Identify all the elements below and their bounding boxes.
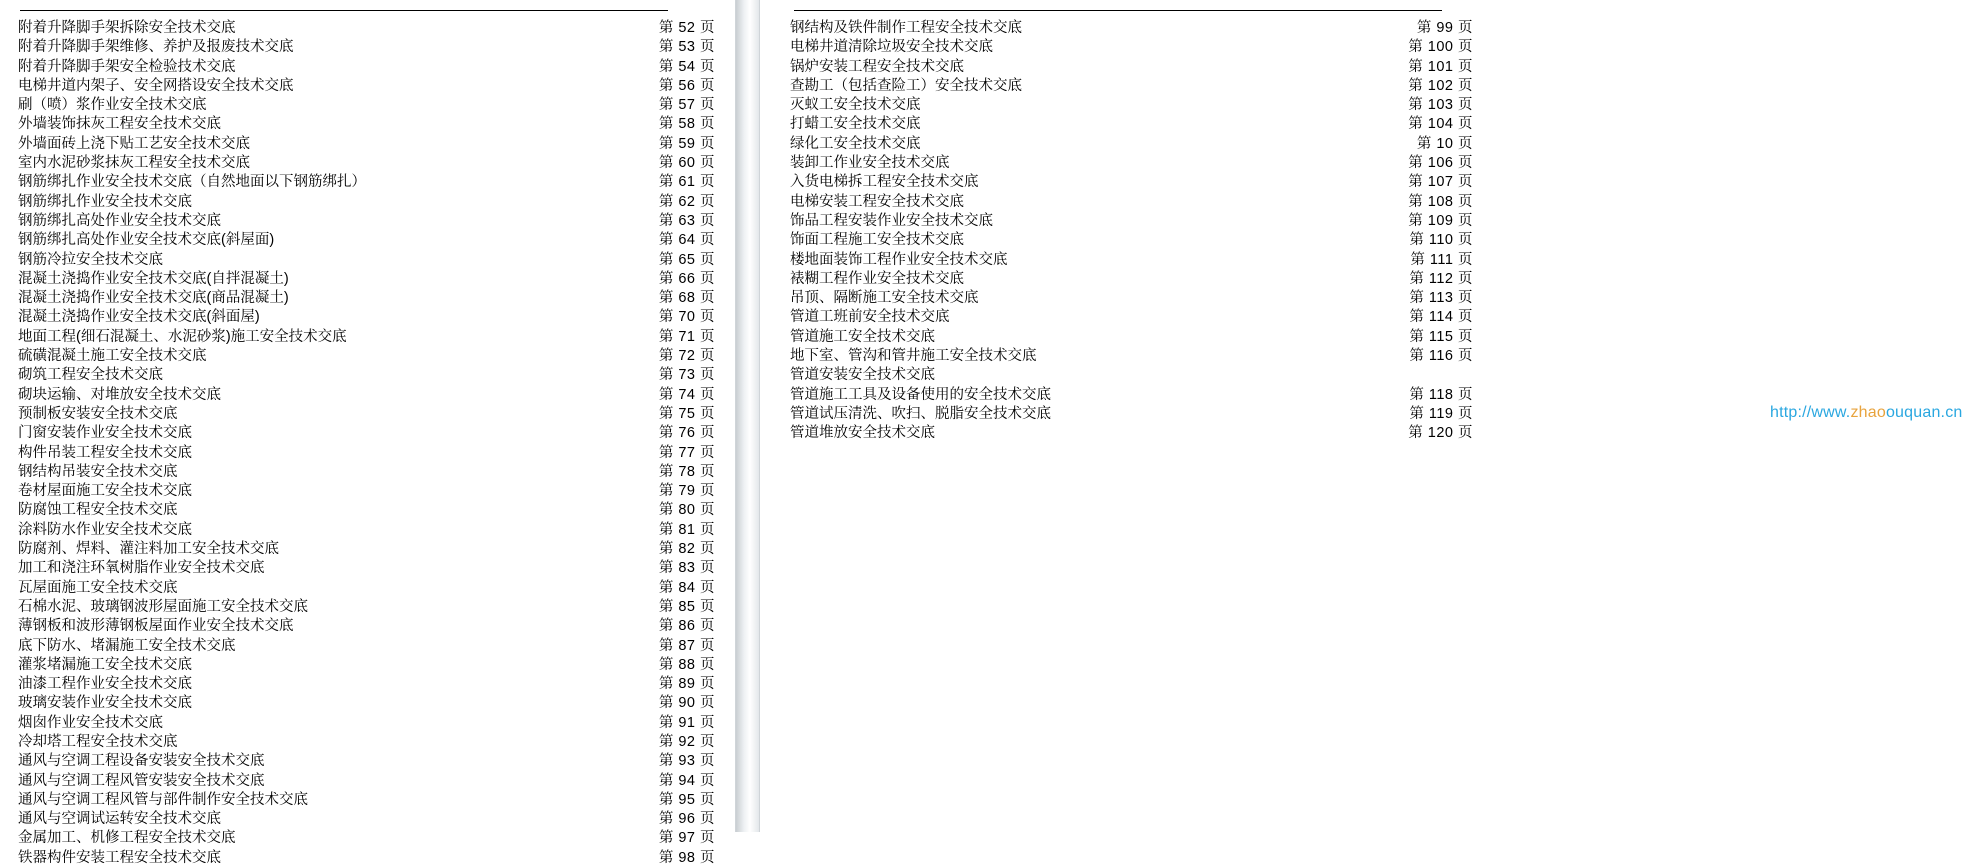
toc-entry-title: 钢筋绑扎作业安全技术交底 xyxy=(18,193,192,210)
toc-entry-page: 第 78 页 xyxy=(658,463,715,480)
toc-entry xyxy=(18,849,715,868)
toc-entry-page: 第 118 页 xyxy=(1409,386,1473,403)
toc-entry-title: 混凝土浇捣作业安全技术交底(自拌混凝土) xyxy=(18,270,289,287)
toc-entry-title: 钢筋冷拉安全技术交底 xyxy=(18,251,163,268)
toc-entry-page: 第 77 页 xyxy=(658,444,715,461)
toc-entry xyxy=(18,656,715,675)
toc-entry-title: 饰品工程安装作业安全技术交底 xyxy=(790,212,993,229)
toc-entry-page: 第 113 页 xyxy=(1409,290,1473,307)
toc-entry-page: 第 60 页 xyxy=(658,155,715,172)
toc-entry-title: 电梯安装工程安全技术交底 xyxy=(790,193,964,210)
toc-entry-title: 冷却塔工程安全技术交底 xyxy=(18,733,178,750)
toc-entry xyxy=(18,231,715,250)
toc-entry-title: 薄钢板和波形薄钢板屋面作业安全技术交底 xyxy=(18,618,294,635)
toc-entry xyxy=(18,328,715,347)
toc-entry xyxy=(18,366,715,385)
toc-entry-title: 吊顶、隔断施工安全技术交底 xyxy=(790,290,979,307)
toc-entry-page: 第 115 页 xyxy=(1409,328,1473,345)
toc-entry-page: 第 10 页 xyxy=(1416,135,1473,152)
toc-entry xyxy=(18,193,715,212)
toc-entry-title: 外墙面砖上浇下贴工艺安全技术交底 xyxy=(18,135,250,152)
toc-entry-title: 通风与空调工程设备安装安全技术交底 xyxy=(18,753,265,770)
toc-entry-title: 防腐剂、焊料、灌注料加工安全技术交底 xyxy=(18,541,279,558)
toc-entry-page: 第 111 页 xyxy=(1410,251,1473,268)
toc-entry xyxy=(18,521,715,540)
toc-entry xyxy=(18,772,715,791)
toc-entry xyxy=(790,38,1473,57)
toc-entry-title: 室内水泥砂浆抹灰工程安全技术交底 xyxy=(18,155,250,172)
toc-entry-title: 构件吊装工程安全技术交底 xyxy=(18,444,192,461)
toc-entry xyxy=(790,96,1473,115)
toc-entry-title: 管道工班前安全技术交底 xyxy=(790,309,950,326)
toc-entry-page: 第 100 页 xyxy=(1408,39,1473,56)
toc-entry xyxy=(790,135,1473,154)
toc-entry xyxy=(18,135,715,154)
toc-entry-page: 第 102 页 xyxy=(1408,77,1473,94)
toc-entry-title: 楼地面装饰工程作业安全技术交底 xyxy=(790,251,1008,268)
toc-entry-title: 烟囱作业安全技术交底 xyxy=(18,714,163,731)
toc-entry-title: 石棉水泥、玻璃钢波形屋面施工安全技术交底 xyxy=(18,598,308,615)
toc-entry xyxy=(790,193,1473,212)
toc-entry-page: 第 70 页 xyxy=(658,309,715,326)
toc-entry-page: 第 76 页 xyxy=(658,425,715,442)
toc-entry xyxy=(18,675,715,694)
toc-entry xyxy=(18,251,715,270)
toc-entry xyxy=(18,463,715,482)
toc-entry xyxy=(790,386,1473,405)
toc-entry-page: 第 104 页 xyxy=(1408,116,1473,133)
toc-entry xyxy=(18,96,715,115)
toc-entry xyxy=(18,579,715,598)
right-page-top-rule xyxy=(794,10,1442,11)
toc-entry-page: 第 88 页 xyxy=(658,656,715,673)
right-page xyxy=(760,0,1963,832)
toc-entry-title: 饰面工程施工安全技术交底 xyxy=(790,232,964,249)
toc-entry-page: 第 87 页 xyxy=(658,637,715,654)
toc-entry xyxy=(18,386,715,405)
toc-entry-page: 第 90 页 xyxy=(658,695,715,712)
toc-entry-title: 混凝土浇捣作业安全技术交底(斜面屋) xyxy=(18,309,260,326)
toc-entry xyxy=(18,115,715,134)
toc-entry xyxy=(790,231,1473,250)
toc-entry-title: 砌筑工程安全技术交底 xyxy=(18,367,163,384)
toc-entry-page: 第 64 页 xyxy=(658,232,715,249)
toc-entry xyxy=(790,347,1473,366)
toc-entry-title: 电梯井道内架子、安全网搭设安全技术交底 xyxy=(18,77,294,94)
toc-entry xyxy=(790,115,1473,134)
toc-entry-page: 第 114 页 xyxy=(1409,309,1473,326)
toc-entry xyxy=(18,829,715,848)
toc-entry-title: 预制板安装安全技术交底 xyxy=(18,405,178,422)
toc-entry-page: 第 74 页 xyxy=(658,386,715,403)
toc-entry-title: 瓦屋面施工安全技术交底 xyxy=(18,579,178,596)
watermark-middle: zhao xyxy=(1850,404,1886,421)
toc-entry xyxy=(18,791,715,810)
toc-entry-page: 第 98 页 xyxy=(658,849,715,866)
toc-entry-page: 第 92 页 xyxy=(658,733,715,750)
toc-entry-page: 第 53 页 xyxy=(658,39,715,56)
toc-entry-title: 油漆工程作业安全技术交底 xyxy=(18,676,192,693)
toc-entry xyxy=(18,424,715,443)
toc-entry-page: 第 116 页 xyxy=(1409,348,1473,365)
toc-entry xyxy=(790,154,1473,173)
toc-entry-title: 涂料防水作业安全技术交底 xyxy=(18,521,192,538)
toc-entry-page: 第 84 页 xyxy=(658,579,715,596)
toc-entry xyxy=(790,58,1473,77)
toc-entry-page: 第 101 页 xyxy=(1408,58,1473,75)
toc-entry-title: 砌块运输、对堆放安全技术交底 xyxy=(18,386,221,403)
toc-entry xyxy=(18,482,715,501)
toc-entry xyxy=(790,405,1473,424)
toc-entry-page: 第 106 页 xyxy=(1408,155,1473,172)
toc-entry-title: 金属加工、机修工程安全技术交底 xyxy=(18,830,236,847)
toc-entry-title: 钢筋绑扎高处作业安全技术交底 xyxy=(18,212,221,229)
toc-entry-title: 管道试压清洗、吹扫、脱脂安全技术交底 xyxy=(790,405,1051,422)
toc-entry-title: 附着升降脚手架维修、养护及报废技术交底 xyxy=(18,39,294,56)
toc-entry-title: 钢筋绑扎高处作业安全技术交底(斜屋面) xyxy=(18,232,275,249)
toc-entry-page: 第 71 页 xyxy=(658,328,715,345)
toc-entry xyxy=(18,173,715,192)
toc-entry-title: 外墙装饰抹灰工程安全技术交底 xyxy=(18,116,221,133)
toc-entry xyxy=(790,173,1473,192)
toc-entry-page: 第 57 页 xyxy=(658,97,715,114)
toc-entry-title: 混凝土浇捣作业安全技术交底(商品混凝土) xyxy=(18,290,289,307)
toc-entry-title: 硫磺混凝土施工安全技术交底 xyxy=(18,348,207,365)
toc-entry-page: 第 86 页 xyxy=(658,618,715,635)
toc-entry xyxy=(18,77,715,96)
toc-entry xyxy=(18,637,715,656)
toc-entry-page: 第 80 页 xyxy=(658,502,715,519)
toc-entry-title: 管道安装安全技术交底 xyxy=(790,367,935,384)
toc-entry-page: 第 52 页 xyxy=(658,20,715,36)
toc-entry-title: 打蜡工安全技术交底 xyxy=(790,116,921,133)
toc-entry-page: 第 103 页 xyxy=(1408,97,1473,114)
toc-entry-title: 锅炉安装工程安全技术交底 xyxy=(790,58,964,75)
toc-entry-page: 第 97 页 xyxy=(658,830,715,847)
toc-entry-page: 第 61 页 xyxy=(658,174,715,191)
toc-entry-page: 第 72 页 xyxy=(658,348,715,365)
toc-entry-title: 管道施工工具及设备使用的安全技术交底 xyxy=(790,386,1051,403)
toc-entry-page: 第 89 页 xyxy=(658,676,715,693)
toc-entry xyxy=(790,366,1473,385)
toc-entry xyxy=(18,405,715,424)
toc-entry-page: 第 81 页 xyxy=(658,521,715,538)
toc-entry-title: 灌浆堵漏施工安全技术交底 xyxy=(18,656,192,673)
toc-entry xyxy=(18,212,715,231)
toc-entry-title: 底下防水、堵漏施工安全技术交底 xyxy=(18,637,236,654)
toc-entry-page: 第 63 页 xyxy=(658,212,715,229)
toc-entry-title: 通风与空调工程风管与部件制作安全技术交底 xyxy=(18,791,308,808)
left-toc-list xyxy=(18,19,715,868)
toc-entry-title: 地下室、管沟和管井施工安全技术交底 xyxy=(790,348,1037,365)
watermark-tail: .cn xyxy=(1940,404,1963,421)
toc-entry-title: 附着升降脚手架安全检验技术交底 xyxy=(18,58,236,75)
toc-entry xyxy=(18,694,715,713)
toc-entry xyxy=(790,328,1473,347)
toc-entry-page: 第 58 页 xyxy=(658,116,715,133)
toc-entry-page: 第 59 页 xyxy=(658,135,715,152)
toc-entry-page: 第 75 页 xyxy=(658,405,715,422)
toc-entry-page: 第 66 页 xyxy=(658,270,715,287)
toc-entry-title: 防腐蚀工程安全技术交底 xyxy=(18,502,178,519)
toc-entry xyxy=(18,38,715,57)
toc-entry-page: 第 110 页 xyxy=(1409,232,1473,249)
toc-entry xyxy=(18,501,715,520)
toc-entry xyxy=(790,270,1473,289)
toc-entry-title: 管道施工安全技术交底 xyxy=(790,328,935,345)
toc-entry-title: 通风与空调试运转安全技术交底 xyxy=(18,811,221,828)
toc-entry-page: 第 99 页 xyxy=(1416,20,1473,36)
toc-entry-title: 裱糊工程作业安全技术交底 xyxy=(790,270,964,287)
toc-entry xyxy=(18,444,715,463)
toc-entry-title: 地面工程(细石混凝土、水泥砂浆)施工安全技术交底 xyxy=(18,328,347,345)
toc-entry-page: 第 65 页 xyxy=(658,251,715,268)
toc-entry xyxy=(790,251,1473,270)
toc-entry-title: 加工和浇注环氧树脂作业安全技术交底 xyxy=(18,560,265,577)
toc-entry xyxy=(18,714,715,733)
toc-entry-page: 第 73 页 xyxy=(658,367,715,384)
toc-entry-title: 绿化工安全技术交底 xyxy=(790,135,921,152)
toc-entry xyxy=(18,559,715,578)
toc-entry-page: 第 62 页 xyxy=(658,193,715,210)
toc-entry-page: 第 54 页 xyxy=(658,58,715,75)
toc-entry-page: 第 91 页 xyxy=(658,714,715,731)
toc-entry xyxy=(790,19,1473,38)
toc-entry-page: 第 79 页 xyxy=(658,483,715,500)
toc-entry xyxy=(18,270,715,289)
toc-entry-title: 查勘工（包括查险工）安全技术交底 xyxy=(790,77,1022,94)
toc-entry xyxy=(18,598,715,617)
toc-entry-page: 第 83 页 xyxy=(658,560,715,577)
toc-entry xyxy=(18,540,715,559)
toc-entry xyxy=(790,212,1473,231)
toc-entry xyxy=(18,19,715,38)
toc-entry-title: 卷材屋面施工安全技术交底 xyxy=(18,483,192,500)
toc-entry-page: 第 82 页 xyxy=(658,541,715,558)
toc-entry xyxy=(18,733,715,752)
left-page xyxy=(0,0,735,866)
toc-entry-title: 刷（喷）浆作业安全技术交底 xyxy=(18,97,207,114)
toc-entry-page: 第 56 页 xyxy=(658,77,715,94)
watermark-suffix: ouquan xyxy=(1885,404,1941,421)
watermark-prefix: http://www. xyxy=(1770,404,1851,421)
toc-entry-page: 第 108 页 xyxy=(1408,193,1473,210)
toc-entry-title: 通风与空调工程风管安装安全技术交底 xyxy=(18,772,265,789)
toc-entry-title: 管道堆放安全技术交底 xyxy=(790,425,935,442)
toc-entry xyxy=(18,752,715,771)
toc-entry-title: 钢结构吊装安全技术交底 xyxy=(18,463,178,480)
toc-entry-title: 门窗安装作业安全技术交底 xyxy=(18,425,192,442)
toc-entry-page: 第 85 页 xyxy=(658,598,715,615)
toc-entry-page: 第 107 页 xyxy=(1408,174,1473,191)
toc-entry xyxy=(18,617,715,636)
toc-entry-page: 第 94 页 xyxy=(658,772,715,789)
toc-entry-page: 第 68 页 xyxy=(658,290,715,307)
toc-entry xyxy=(18,58,715,77)
toc-entry-page: 第 93 页 xyxy=(658,753,715,770)
toc-entry xyxy=(18,347,715,366)
site-watermark xyxy=(1770,404,1963,422)
toc-entry-title: 附着升降脚手架拆除安全技术交底 xyxy=(18,20,236,36)
right-toc-list xyxy=(790,19,1473,444)
toc-entry-title: 钢结构及铁件制作工程安全技术交底 xyxy=(790,20,1022,36)
toc-entry-title: 电梯井道清除垃圾安全技术交底 xyxy=(790,39,993,56)
toc-entry-title: 铁器构件安装工程安全技术交底 xyxy=(18,849,221,866)
toc-entry-page: 第 112 页 xyxy=(1409,270,1473,287)
toc-entry-page: 第 95 页 xyxy=(658,791,715,808)
toc-entry xyxy=(790,424,1473,443)
toc-entry-title: 钢筋绑扎作业安全技术交底（自然地面以下钢筋绑扎） xyxy=(18,174,366,191)
toc-entry-title: 装卸工作业安全技术交底 xyxy=(790,155,950,172)
toc-entry-title: 入货电梯拆工程安全技术交底 xyxy=(790,174,979,191)
toc-entry xyxy=(18,289,715,308)
toc-entry xyxy=(18,154,715,173)
toc-entry-page: 第 96 页 xyxy=(658,811,715,828)
toc-entry-page: 第 120 页 xyxy=(1408,425,1473,442)
toc-entry-title: 玻璃安装作业安全技术交底 xyxy=(18,695,192,712)
toc-entry-page: 第 109 页 xyxy=(1408,212,1473,229)
left-page-top-rule xyxy=(20,10,668,11)
toc-entry xyxy=(790,289,1473,308)
gutter-shadow xyxy=(736,0,759,832)
toc-entry xyxy=(790,77,1473,96)
spread-gutter xyxy=(735,0,760,832)
toc-entry xyxy=(18,308,715,327)
toc-entry xyxy=(790,308,1473,327)
toc-entry-title: 灭蚁工安全技术交底 xyxy=(790,97,921,114)
toc-entry-page: 第 119 页 xyxy=(1409,405,1473,422)
